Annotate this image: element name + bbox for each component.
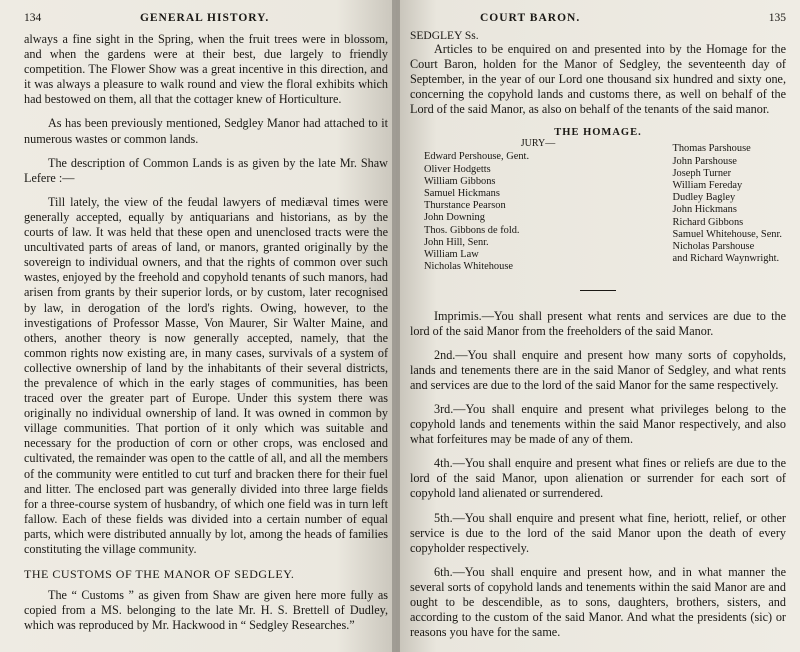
jury-column-left [424, 151, 529, 273]
paragraph-common-lands-intro: The description of Common Lands is as given by the late Mr. Shaw Lefere :— [24, 155, 388, 185]
juror-name: and Richard Waynwright. [672, 253, 780, 265]
juror-name: Joseph Turner [672, 167, 732, 179]
juror-name: Richard Gibbons [672, 216, 744, 228]
juror-name: Samuel Whitehouse, Senr. [672, 228, 782, 240]
right-running-head [410, 12, 786, 32]
article-4th: 4th.—You shall enquire and present what fines or reliefs are due to the lord of the said Manor, upon alienation or surrender for each sort of copyhold land alienated or surrendered. [410, 456, 786, 501]
right-page [396, 0, 800, 652]
paragraph-customs: The “ Customs ” as given from Shaw are given here more fully as copied from a MS. belonging to the late Mr. H. S. Brettell of Dudley, which was reproduced by Mr. Hackwood in “ Sedgley Researches.” [24, 588, 388, 633]
book-gutter [392, 0, 400, 652]
juror-name: Thurstance Pearson [424, 200, 506, 212]
paragraph-articles-intro: Articles to be enquired on and presented into by the Homage for the Court Baron, holden for the Manor of Sedgley, the seventeenth day of September, in the year of our Lord one thousand six hundred and sixty one, concerning the copyhold lands and customs there, as well on behalf of the Lord of the said Manor, as also on behalf of the tenants of the said manor. [410, 42, 786, 117]
right-running-title: COURT BARON. [480, 12, 581, 24]
paragraph-wastes: As has been previously mentioned, Sedgley Manor had attached to it numerous wastes or common lands. [24, 116, 388, 146]
article-6th: 6th.—You shall enquire and present how, and in what manner the several sorts of copyhold lands and tenements within the said Manor are and ought to be descendible, as to sons, daughters, brothers, sisters, and according to the custom of the said Manor. And what the presidents (sic) or reasons you have for the same. [410, 564, 786, 640]
section-divider [580, 290, 616, 291]
jury-label: JURY— [520, 138, 556, 150]
sedgley-heading: SEDGLEY Ss. [410, 30, 479, 42]
jury-column-right [673, 143, 782, 273]
left-page [0, 0, 396, 652]
paragraph-flower-show: always a fine sight in the Spring, when the fruit trees were in blossom, and when the gardens were at their best, due largely to friendly competition. The Flower Show was a great incentive in this direction, and it was always a pleasure to walk round and view the floral exhibits which had bestowed on them, all that the cottager knew of Horticulture. [24, 32, 388, 107]
juror-name: Nicholas Whitehouse [424, 261, 513, 273]
juror-name: John Downing [424, 212, 485, 224]
juror-name: Oliver Hodgetts [424, 163, 491, 175]
paragraph-common-lands-quote: Till lately, the view of the feudal lawyers of mediæval times were generally accepted, equally by antiquarians and historians, as by the courts of law. It was held that these open and unenclosed tracts were the uncultivated parts of areas of land, or manors, granted originally by the sovereign to individual owners, and that the rights of common over such wastes, enjoyed by the freehold and copyhold tenants of such manors, had arisen from grants by their superior lords, or by custom, later recognised by law, in derogation of the lord's rights. Owing, however, to the investigations of Professor Masse, Von Maurer, Sir Walter Maine, and others, another theory is now generally accepted, namely, that the common rights now existing are, in many cases, survivals of a system of collective ownership of land by the inhabitants of their several districts, the prevalence of which in the early stages of communities, has been traced over the greater part of Europe. Under this system there was originally no individual ownership of land. It was owned in common by village communities. That portion of it only which was suitable and necessary for the production of corn or other crops, was enclosed and cultivated, the remainder was open to the cattle of all, and all the members of the community were entitled to cut turf and bracken there for their fuel and litter. The enclosed part was generally divided into three large fields for a three-course system of husbandry, of which one field was in turn left fallow. Each of these fields was divided into a certain number of equal parts, which were distributed annually by lot, among the heads of families constituting the village community. [24, 194, 388, 556]
juror-name: Edward Pershouse, Gent. [424, 151, 530, 163]
left-page-number: 134 [24, 12, 42, 24]
juror-name: Dudley Bagley [672, 192, 736, 204]
left-running-title: GENERAL HISTORY. [139, 12, 270, 24]
juror-name: Samuel Hickmans [424, 188, 500, 200]
juror-name: Nicholas Parshouse [672, 241, 755, 253]
juror-name: John Parshouse [672, 155, 737, 167]
juror-name: John Hickmans [672, 204, 737, 216]
homage-title: THE HOMAGE. [554, 127, 642, 139]
juror-name: Thos. Gibbons de fold. [424, 224, 520, 236]
article-imprimis: Imprimis.—You shall present what rents and services are due to the lord of the said Manor from the freeholders of the said Manor. [410, 308, 786, 338]
juror-name: John Hill, Senr. [424, 236, 489, 248]
section-title-customs: THE CUSTOMS OF THE MANOR OF SEDGLEY. [24, 567, 295, 582]
right-page-number: 135 [768, 12, 786, 24]
juror-name: William Fereday [672, 180, 743, 192]
left-running-head [24, 12, 388, 32]
article-3rd: 3rd.—You shall enquire and present what privileges belong to the copyhold lands and tenements within the said Manor respectively, and also what forfeitures may be made of any of them. [410, 401, 786, 447]
juror-name: Thomas Parshouse [672, 143, 751, 155]
article-5th: 5th.—You shall enquire and present what fine, heriott, relief, or other service is due to the lord of the said Manor upon the death of every copyholder respectively. [410, 510, 786, 555]
juror-name: William Law [424, 249, 479, 261]
article-2nd: 2nd.—You shall enquire and present how many sorts of copyholds, lands and tenements there are in the said Manor of Sedgley, and what rents and services are due to the lord of the said Manor for the same respectively. [410, 347, 786, 392]
juror-name: William Gibbons [424, 175, 496, 187]
